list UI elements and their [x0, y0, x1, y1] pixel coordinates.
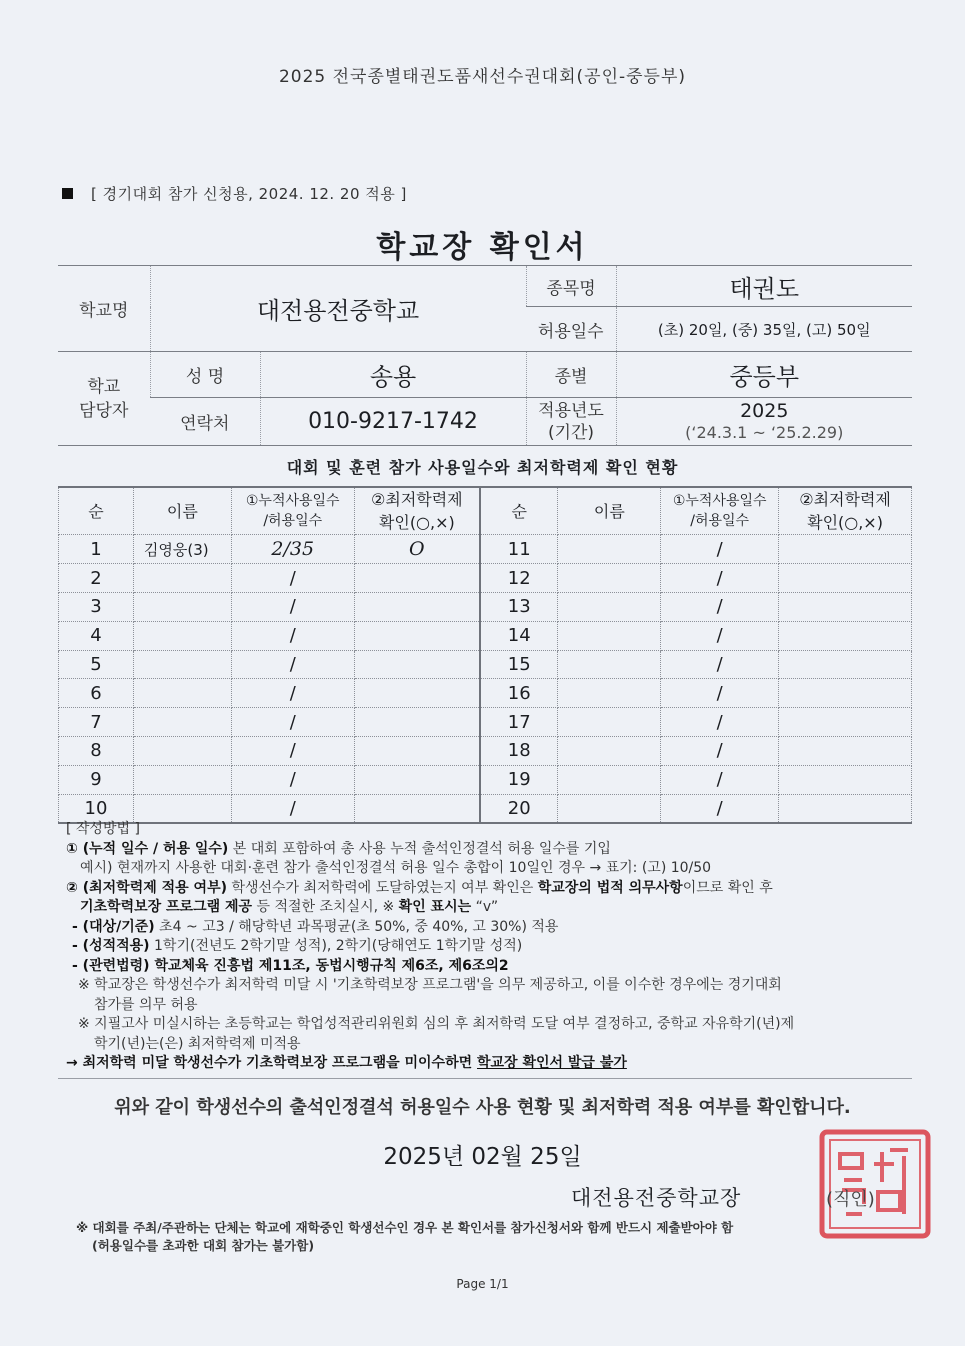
- row-no-right: 13: [480, 592, 558, 621]
- footnote-line1: ※ 대회를 주최/주관하는 단체는 학교에 재학중인 학생선수인 경우 본 확인서를 참가신청서와 함께 반드시 제출받아야 함: [76, 1220, 734, 1235]
- instruction-text: 1학기(전년도 2학기말 성적), 2학기(당해연도 1학기말 성적): [149, 938, 523, 954]
- row-check: [354, 650, 480, 679]
- divider: [58, 1078, 912, 1079]
- row-no-right: 11: [480, 535, 558, 564]
- row-name-right: [558, 708, 661, 737]
- row-days: /: [231, 621, 354, 650]
- footnote-line2: (허용일수를 초과한 대회 참가는 불가함): [92, 1238, 315, 1253]
- row-no: 2: [59, 564, 134, 593]
- category-value: 중등부: [616, 352, 912, 398]
- row-name-right: [558, 535, 661, 564]
- instruction-label: - (성적적용): [72, 938, 150, 954]
- row-name-right: [558, 592, 661, 621]
- row-days-right: /: [661, 736, 779, 765]
- header-days: [231, 487, 354, 535]
- row-check-right: [779, 765, 912, 794]
- row-days: /: [231, 592, 354, 621]
- table-row: [59, 650, 912, 679]
- row-name: [133, 708, 231, 737]
- row-days-right: /: [661, 679, 779, 708]
- instruction-label: - (관련법령): [72, 957, 150, 974]
- year-value: 2025: [740, 399, 789, 422]
- table-row: [59, 564, 912, 593]
- instruction-line: [66, 879, 916, 899]
- instruction-line: [66, 1054, 916, 1074]
- instruction-line: [66, 898, 916, 918]
- header-min-right-line2: 확인(○,×): [807, 513, 883, 533]
- year-label: [526, 398, 616, 446]
- row-check: [354, 564, 480, 593]
- row-days: 2/35: [231, 535, 354, 564]
- instruction-text: “v”: [471, 899, 499, 915]
- row-name-right: [558, 679, 661, 708]
- row-days-right: /: [661, 794, 779, 823]
- contact-value: 010-9217-1742: [260, 398, 526, 446]
- row-no: 1: [59, 535, 134, 564]
- instruction-line: [66, 918, 916, 938]
- table-row: [59, 679, 912, 708]
- row-check: [354, 794, 480, 823]
- header-name-right: 이름: [558, 487, 661, 535]
- row-no: 9: [59, 765, 134, 794]
- header-min-right-line1: ②최저학력제: [799, 490, 891, 509]
- row-days-right: /: [661, 765, 779, 794]
- instruction-text: 학생선수가 최저학력에 도달하였는지 여부 확인은: [227, 879, 538, 896]
- row-no: 8: [59, 736, 134, 765]
- instruction-text: → 최저학력 미달 학생선수가 기초학력보장 프로그램을 미이수하면: [66, 1055, 477, 1071]
- header-min-line2: 확인(○,×): [378, 513, 455, 533]
- instruction-emphasis: 확인 표시는: [398, 899, 472, 915]
- year-cell: [616, 398, 912, 446]
- row-name: [133, 765, 231, 794]
- header-days-right: [661, 487, 779, 535]
- year-label-line1: 적용년도: [538, 400, 604, 421]
- instruction-line: [66, 957, 916, 977]
- row-check: [354, 679, 480, 708]
- row-no-right: 12: [480, 564, 558, 593]
- row-name: [133, 650, 231, 679]
- instruction-line: 학기(년)는(은) 최저학력제 미적용: [94, 1035, 301, 1052]
- instruction-line: ※ 지필고사 미실시하는 초등학교는 학업성적관리위원회 심의 후 최저학력 도달 여부 결정하고, 중학교 자유학기(년)제: [78, 1016, 795, 1032]
- header-days-line1: ①누적사용일수: [245, 492, 340, 509]
- instruction-emphasis: 학교장 확인서 발급 불가: [477, 1055, 627, 1071]
- header-days-right-line2: /허용일수: [690, 513, 750, 530]
- status-table: [58, 486, 912, 824]
- school-value: 대전용전중학교: [150, 266, 526, 352]
- header-min: [354, 487, 480, 535]
- row-name-right: [558, 650, 661, 679]
- instruction-label: - (대상/기준): [72, 918, 155, 935]
- period-value: (‘24.3.1 ~ ‘25.2.29): [685, 422, 844, 442]
- instruction-text: 학교체육 진흥법 제11조, 동법시행규칙 제6조, 제6조의2: [149, 957, 509, 974]
- event-value: 태권도: [616, 266, 912, 307]
- row-check: [354, 621, 480, 650]
- instruction-label: ① (누적 일수 / 허용 일수): [66, 840, 229, 857]
- row-days-right: /: [661, 650, 779, 679]
- header-days-line2: /허용일수: [263, 513, 323, 530]
- instruction-line: [66, 937, 916, 957]
- row-days-right: /: [661, 708, 779, 737]
- row-days-right: /: [661, 592, 779, 621]
- manager-label-line1: 학교: [87, 376, 121, 397]
- row-check-right: [779, 708, 912, 737]
- row-no-right: 19: [480, 765, 558, 794]
- row-name: [133, 794, 231, 823]
- row-check-right: [779, 592, 912, 621]
- header-no: 순: [59, 487, 134, 535]
- row-name-right: [558, 765, 661, 794]
- instruction-text: 이므로 확인 후: [682, 879, 773, 896]
- table-row: [59, 592, 912, 621]
- row-name: [133, 621, 231, 650]
- row-name-right: [558, 621, 661, 650]
- row-check: O: [354, 535, 480, 564]
- row-no: 3: [59, 592, 134, 621]
- name-label: 성 명: [150, 352, 260, 398]
- row-check-right: [779, 564, 912, 593]
- row-days: /: [231, 564, 354, 593]
- year-label-line2: (기간): [547, 422, 595, 443]
- instruction-line: ※ 학교장은 학생선수가 최저학력 미달 시 '기초학력보장 프로그램'을 의무 제공하고, 이를 이수한 경우에는 경기대회: [78, 977, 782, 993]
- form-note-text: [ 경기대회 참가 신청용, 2024. 12. 20 적용 ]: [91, 185, 407, 203]
- footnote: [76, 1219, 926, 1255]
- row-no-right: 16: [480, 679, 558, 708]
- row-no: 6: [59, 679, 134, 708]
- instruction-text: 등 적절한 조치실시, ※: [252, 899, 399, 915]
- instruction-text: 본 대회 포함하여 총 사용 누적 출석인정결석 허용 일수를 기입: [228, 840, 611, 857]
- row-no: 5: [59, 650, 134, 679]
- instruction-label: ② (최저학력제 적용 여부): [66, 879, 227, 896]
- instruction-emphasis: 기초학력보장 프로그램 제공: [80, 899, 253, 915]
- instruction-emphasis: 학교장의 법적 의무사항: [537, 879, 683, 896]
- instructions: [66, 820, 916, 1074]
- allowed-days-value: (초) 20일, (중) 35일, (고) 50일: [616, 307, 912, 352]
- signer-name: 대전용전중학교장: [571, 1186, 742, 1210]
- square-bullet-icon: [62, 188, 73, 199]
- row-check: [354, 736, 480, 765]
- row-name-right: [558, 564, 661, 593]
- row-check-right: [779, 650, 912, 679]
- row-days: /: [231, 794, 354, 823]
- school-label: 학교명: [58, 266, 150, 352]
- section-title: 대회 및 훈련 참가 사용일수와 최저학력제 확인 현황: [286, 458, 679, 477]
- table-row: [59, 736, 912, 765]
- form-note: [62, 183, 407, 204]
- confirmation-date: 2025년 02월 25일: [383, 1144, 582, 1170]
- contact-label: 연락처: [150, 398, 260, 446]
- competition-title: 2025 전국종별태권도품새선수권대회(공인-중등부): [278, 67, 687, 87]
- row-name: [133, 592, 231, 621]
- row-check: [354, 765, 480, 794]
- manager-label-line2: 담당자: [79, 400, 129, 421]
- row-days: /: [231, 708, 354, 737]
- document-title: 학교장 확인서: [376, 230, 589, 265]
- row-days: /: [231, 736, 354, 765]
- row-no: 10: [59, 794, 134, 823]
- row-name: 김영웅(3): [133, 535, 231, 564]
- row-name: [133, 679, 231, 708]
- header-min-line1: ②최저학력제: [371, 490, 463, 509]
- row-no-right: 17: [480, 708, 558, 737]
- row-check: [354, 708, 480, 737]
- row-days: /: [231, 679, 354, 708]
- row-days-right: /: [661, 621, 779, 650]
- row-name: [133, 564, 231, 593]
- category-label: 종별: [526, 352, 616, 398]
- confirmation-statement: 위와 같이 학생선수의 출석인정결석 허용일수 사용 현황 및 최저학력 적용 여부를 확인합니다.: [114, 1097, 851, 1118]
- row-check-right: [779, 794, 912, 823]
- row-name-right: [558, 736, 661, 765]
- instruction-line: 참가를 의무 허용: [94, 996, 198, 1013]
- page-number: Page 1/1: [456, 1277, 509, 1291]
- row-check-right: [779, 736, 912, 765]
- row-no-right: 15: [480, 650, 558, 679]
- table-row: [59, 621, 912, 650]
- table-row: [59, 765, 912, 794]
- row-no-right: 20: [480, 794, 558, 823]
- row-no-right: 14: [480, 621, 558, 650]
- header-name: 이름: [133, 487, 231, 535]
- row-check-right: [779, 679, 912, 708]
- instruction-text: 초4 ~ 고3 / 해당학년 과목평균(초 50%, 중 40%, 고 30%) 적용: [154, 918, 559, 935]
- row-no-right: 18: [480, 736, 558, 765]
- row-check: [354, 592, 480, 621]
- header-no-right: 순: [480, 487, 558, 535]
- header-min-right: [779, 487, 912, 535]
- school-info-table: [58, 265, 912, 446]
- row-days: /: [231, 650, 354, 679]
- row-check-right: [779, 535, 912, 564]
- row-no: 4: [59, 621, 134, 650]
- manager-label: [58, 352, 150, 446]
- instruction-line: [66, 840, 916, 860]
- instruction-line: 예시) 현재까지 사용한 대회·훈련 참가 출석인정결석 허용 일수 총합이 10일인 경우 → 표기: (고) 10/50: [80, 860, 712, 876]
- row-name: [133, 736, 231, 765]
- table-row: [59, 794, 912, 823]
- row-days: /: [231, 765, 354, 794]
- header-days-right-line1: ①누적사용일수: [672, 492, 767, 509]
- instructions-heading: [ 작성방법 ]: [66, 821, 140, 837]
- name-value: 송용: [260, 352, 526, 398]
- row-check-right: [779, 621, 912, 650]
- row-days-right: /: [661, 535, 779, 564]
- seal-label: (직인): [826, 1189, 875, 1210]
- table-row: [59, 708, 912, 737]
- table-row: [59, 535, 912, 564]
- row-days-right: /: [661, 564, 779, 593]
- allowed-days-label: 허용일수: [526, 307, 616, 352]
- row-no: 7: [59, 708, 134, 737]
- event-label: 종목명: [526, 266, 616, 307]
- row-name-right: [558, 794, 661, 823]
